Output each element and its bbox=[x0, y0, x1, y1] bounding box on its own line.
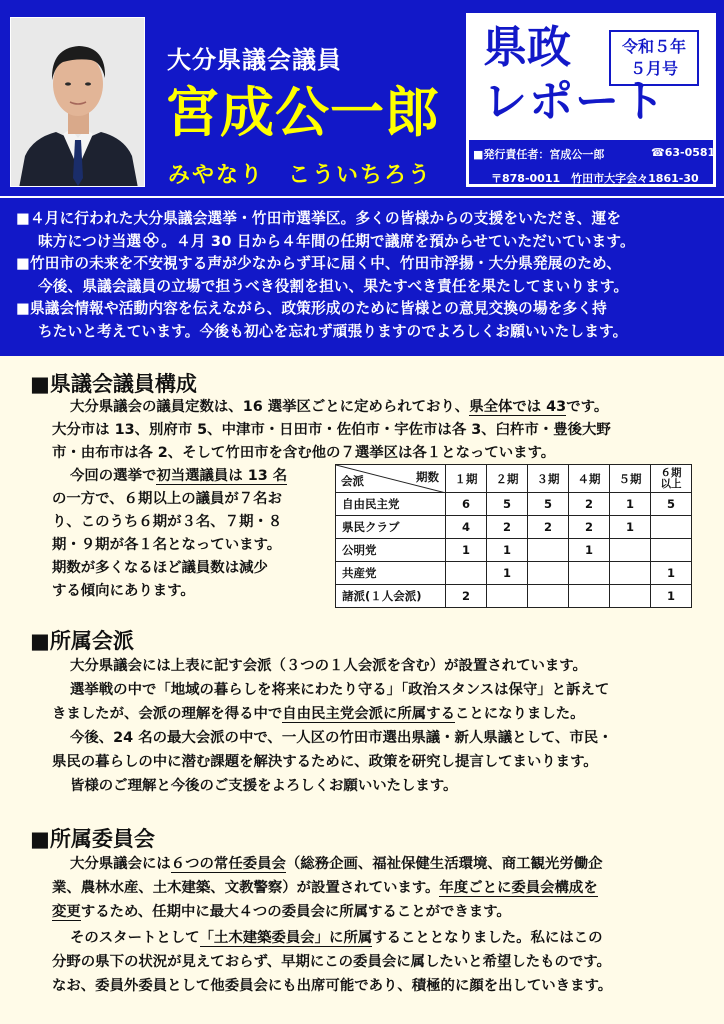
faction-name: 共産党 bbox=[336, 562, 446, 585]
table-cell: 2 bbox=[528, 516, 569, 539]
table-cell: 1 bbox=[569, 539, 610, 562]
table-cell: 1 bbox=[610, 493, 651, 516]
table-header-row bbox=[336, 465, 692, 493]
section-title-faction: ■所属会派 bbox=[30, 629, 134, 653]
phone-number: ☎63-0581 bbox=[651, 146, 716, 159]
faction-name: 自由民主党 bbox=[336, 493, 446, 516]
issue-date bbox=[609, 30, 699, 86]
table-cell: 5 bbox=[651, 493, 692, 516]
text-line: 分野の県下の状況が見えておらず、早期にこの委員会に属したいと希望したものです。 bbox=[52, 954, 611, 970]
text-line: する傾向にあります。 bbox=[52, 583, 195, 599]
text-line: 市・由布市は各 2、そして竹田市を含む他の７選挙区は各１となっています。 bbox=[52, 445, 556, 461]
intro-paragraph-2: ■竹田市の未来を不安視する声が少なからず耳に届く中、竹田市浮揚・大分県発展のため、 今後、県議会議員の立場で担うべき役割を担い、果たすべき責任を果たしてまいります。 bbox=[16, 255, 629, 295]
table-row bbox=[336, 493, 692, 516]
table-header-cell: ６期 以上 bbox=[651, 465, 692, 493]
text-line: きましたが、会派の理解を得る中で自由民主党会派に所属することになりました。 bbox=[52, 706, 585, 722]
report-title-panel bbox=[469, 16, 713, 140]
text-line: 皆様のご理解と今後のご支援をよろしくお願いいたします。 bbox=[70, 778, 458, 794]
table-cell bbox=[528, 585, 569, 608]
table-cell bbox=[610, 539, 651, 562]
text-line: 業、農林水産、土木建築、文教警察）が設置されています。年度ごとに委員会構成を bbox=[52, 880, 598, 896]
postal-address: 〒878-0011 竹田市大字会々1861-30 bbox=[491, 172, 699, 185]
text-line: そのスタートとして「土木建築委員会」に所属することとなりました。私にはこの bbox=[70, 930, 603, 946]
table-cell bbox=[446, 562, 487, 585]
table-corner-cell bbox=[336, 465, 446, 493]
text-line: 期数が多くなるほど議員数は減少 bbox=[52, 560, 268, 576]
table-cell bbox=[651, 539, 692, 562]
section-title-composition: ■県議会議員構成 bbox=[30, 372, 197, 396]
table-cell bbox=[651, 516, 692, 539]
text-line: 大分県議会には６つの常任委員会（総務企画、福祉保健生活環境、商工観光労働企 bbox=[70, 856, 603, 872]
portrait-photo bbox=[10, 17, 145, 187]
text-line: 大分県議会の議員定数は、16 選挙区ごとに定められており、県全体では 43です。 bbox=[70, 399, 609, 415]
table-header-cell: ２期 bbox=[487, 465, 528, 493]
table-header-cell: ４期 bbox=[569, 465, 610, 493]
text-line: 期・９期が各１名となっています。 bbox=[52, 537, 282, 553]
text-line: 大分市は 13、別府市 5、中津市・日田市・佐伯市・宇佐市は各 3、臼杵市・豊後大野 bbox=[52, 422, 611, 438]
text-line: 今回の選挙で初当選議員は 13 名 bbox=[70, 468, 288, 484]
faction-name: 公明党 bbox=[336, 539, 446, 562]
text-line: り、このうち６期が３名、７期・８ bbox=[52, 514, 283, 530]
table-row bbox=[336, 516, 692, 539]
position-title: 大分県議会議員 bbox=[167, 46, 342, 74]
table-cell: 1 bbox=[651, 585, 692, 608]
table-cell bbox=[528, 562, 569, 585]
faction-term-table bbox=[335, 464, 692, 608]
faction-name: 諸派(１人会派) bbox=[336, 585, 446, 608]
table-cell: 4 bbox=[446, 516, 487, 539]
report-title-line2: レポート bbox=[483, 76, 667, 127]
table-cell: 2 bbox=[446, 585, 487, 608]
table-cell: 1 bbox=[487, 562, 528, 585]
faction-name: 県民クラブ bbox=[336, 516, 446, 539]
issue-date-year: 令和５年 bbox=[621, 37, 686, 56]
table-cell: 5 bbox=[528, 493, 569, 516]
table-cell bbox=[610, 585, 651, 608]
table-cell: 5 bbox=[487, 493, 528, 516]
text-line: 選挙戦の中で「地域の暮らしを将来にわたり守る」「政治スタンスは保守」と訴えて bbox=[70, 682, 610, 698]
table-row bbox=[336, 539, 692, 562]
issue-date-month: ５月号 bbox=[629, 59, 678, 78]
table-header-cell: ５期 bbox=[610, 465, 651, 493]
table-cell bbox=[487, 585, 528, 608]
name-reading: みやなり こういちろう bbox=[168, 163, 433, 188]
text-line: 県民の暮らしの中に潜む課題を解決するために、政策を研究し提言してまいります。 bbox=[52, 754, 598, 770]
section-title-committee: ■所属委員会 bbox=[30, 827, 155, 851]
header-banner bbox=[0, 0, 724, 196]
politician-name: 宮成公一郎 bbox=[165, 81, 440, 144]
text-line: 今後、24 名の最大会派の中で、一人区の竹田市選出県議・新人県議として、市民・ bbox=[70, 730, 613, 746]
text-line: 大分県議会には上表に記す会派（３つの１人会派を含む）が設置されています。 bbox=[70, 658, 587, 674]
intro-paragraph-1: ■４月に行われた大分県議会選挙・竹田市選挙区。多くの皆様からの支援をいただき、運を 味方につけ当選 。４月 30 日から４年間の任期で議席を預からせていただいています。 bbox=[16, 210, 635, 250]
table-header-cell: １期 bbox=[446, 465, 487, 493]
flower-icon bbox=[143, 232, 159, 248]
table-cell bbox=[569, 562, 610, 585]
table-cell: 2 bbox=[569, 493, 610, 516]
table-header-cell: ３期 bbox=[528, 465, 569, 493]
corner-label-faction: 会派 bbox=[341, 474, 364, 488]
text-line: なお、委員外委員として他委員会にも出席可能であり、積極的に顔を出していきます。 bbox=[52, 978, 613, 994]
table-row bbox=[336, 562, 692, 585]
report-title-box bbox=[466, 13, 716, 187]
table-row bbox=[336, 585, 692, 608]
text-line: 変更するため、任期中に最大４つの委員会に所属することができます。 bbox=[52, 904, 511, 920]
issuer-line: ■発行責任者：宮成公一郎 bbox=[473, 148, 605, 161]
text-line: の一方で、６期以上の議員が７名お bbox=[52, 491, 282, 507]
table-cell: 1 bbox=[610, 516, 651, 539]
table-cell: 2 bbox=[569, 516, 610, 539]
intro-message bbox=[0, 196, 724, 356]
intro-paragraph-3: ■県議会情報や活動内容を伝えながら、政策形成のために皆様との意見交換の場を多く持 ちたいと考えています。今後も初心を忘れず頑張りますのでよろしくお願いいたします。 bbox=[16, 300, 628, 340]
corner-label-terms: 期数 bbox=[416, 470, 439, 484]
table-cell: 1 bbox=[651, 562, 692, 585]
table-cell: 2 bbox=[487, 516, 528, 539]
table-cell bbox=[569, 585, 610, 608]
table-cell bbox=[528, 539, 569, 562]
table-cell: 1 bbox=[446, 539, 487, 562]
table-cell: 1 bbox=[487, 539, 528, 562]
table-cell: 6 bbox=[446, 493, 487, 516]
table-cell bbox=[610, 562, 651, 585]
report-title-line1: 県政 bbox=[483, 22, 571, 73]
